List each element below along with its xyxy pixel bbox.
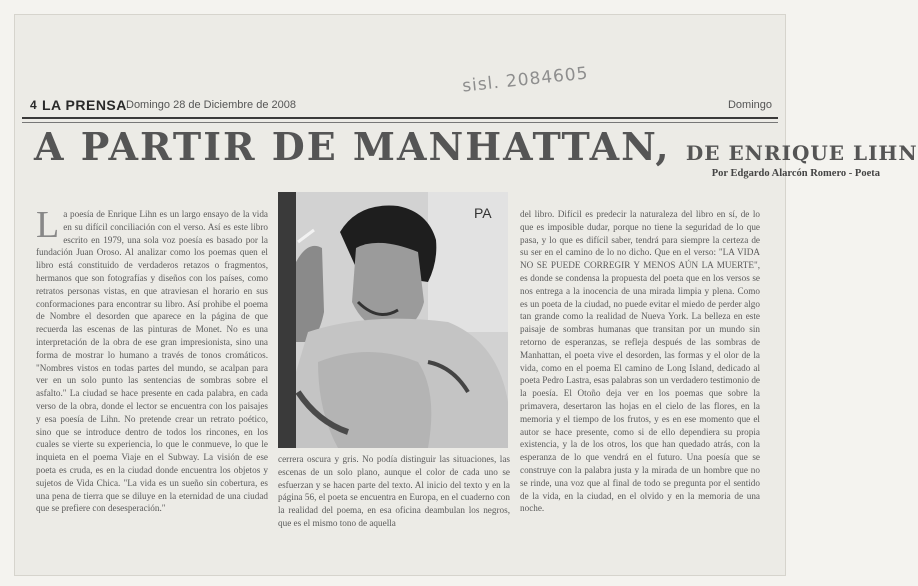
issue-date: Domingo 28 de Diciembre de 2008 [126, 99, 296, 111]
archive-handwritten-note: sisl. 2084605 [461, 63, 590, 97]
drop-cap: L [36, 204, 60, 246]
newspaper-name: LA PRENSA [42, 97, 127, 113]
article-headline [34, 124, 918, 169]
headline-suffix: DE ENRIQUE LIHN [685, 141, 918, 165]
poet-photo [278, 192, 508, 448]
article-byline: Por Edgardo Alarcón Romero - Poeta [711, 168, 880, 179]
portrait-image [278, 192, 508, 448]
article-column-1 [36, 204, 268, 538]
newspaper-header [30, 98, 782, 112]
column-2-text: cerrera oscura y gris. No podía distinguir las situaciones, las escenas de un solo plano, aunque el color de cada uno se esfuerzan y se hacen parte del texto. Al inicio del texto y en la página 56, el poeta se encuentra en Europa, en el cuaderno con la realidad del poema, en esa oficina deambulan los negros, que es el mismo tono de aquella [278, 454, 510, 528]
article-column-2 [278, 453, 510, 545]
article-column-3 [520, 208, 760, 546]
photo-annotation: PA [474, 205, 492, 221]
headline-main: A PARTIR DE MANHATTAN, [34, 124, 671, 169]
page-number: 4 [30, 98, 37, 112]
column-1-text: a poesía de Enrique Lihn es un largo ensayo de la vida en su difícil conciliación con el verso. Así es este libro escrito en 1979, una sola voz poesía es basado por la fundación Juan Oroso. Al analizar como los poemas quen el libro está constituido de verdaderos retazos o fragmentos, hermanos que son fotografías y diseños con los países, como retratos personas vistas, en que atraviesan el horario en sus conformaciones para encontrar su libro. Así prohibe el poema de Nombre el desorden que aparece en la página de que recuerda las escenas de las pinturas de Monet. No es una interpretación de la obra de ese gran impresionista, sino una forma de mostrar lo humano a través de tonos cromáticos. "Nombres vistos en todas partes del mundo, se acalpan para ver en un solo punto las sentencias de sombras sobre el asfalto." La ciudad se hace presente en cada palabra, en cada verso de la obra, donde el lector se encuentra con los paisajes y esa poesía de Lihn. No pretende crear un retrato poético, sino que se introduce dentro de todos los rincones, en los cuales se vierte su experiencia, lo que le conmueve, lo que le inquieta en el poema Viaje en el Subway. La visión de ese poeta es cruda, es en la ciudad donde encuentra los objetos y sujetos de Vida Chica. "La vida es un sueño sin cobertura, es una pena de tierra que se diluye en la eternidad de una ciudad que se prefiere con desesperación." [36, 209, 268, 514]
section-name: Domingo [727, 99, 772, 111]
header-rule-thin [22, 122, 778, 123]
column-3-text: del libro. Difícil es predecir la naturaleza del libro en sí, de lo que es imposible dudar, porque no tiene la seguridad de lo que pasa, y lo que es difícil saber, tendrá para siempre la certeza de su ser en el camino de lo no dicho. Que en el verso: "LA VIDA NO SE PUEDE CORREGIR Y MENOS AÚN LA MUERTE", es donde se condensa la propuesta del poeta que en los versos se nos entrega a la inocencia de una mirada limpia y plena. Como es un poeta de la ciudad, no puede evitar el miedo de perder algo tan grande como la realidad de Nueva York. La belleza en este paisaje de sombras humanas que transitan por un mundo sin retorno de esperanzas, se refleja después de las sombras de Manhattan, el poeta vive el desorden, las formas y el olor de la vida, como en el poema El camino de Long Island, dedicado al poeta Pedro Lastra, esas palabras son un verdadero testimonio de la poesía. El Otoño deja ver en los poemas que sobre la primavera, desertaron las hojas en el cielo de las flores, en la memoria y el tiempo de los frutos, y es en ese momento que el autor se hace presente, como si de ello dependiera su propia existencia, y la de los otros, los que han quedado atrás, con la esperanza de lo que vendrá en el futuro. Una poesía que se construye con la palabra justa y la mirada de un hombre que no se rinde, una voz que al final de todo se pregunta por el sentido de la vida, en la ciudad, en el olvido y en la memoria de una noche. [520, 209, 760, 514]
header-rule [22, 117, 778, 119]
